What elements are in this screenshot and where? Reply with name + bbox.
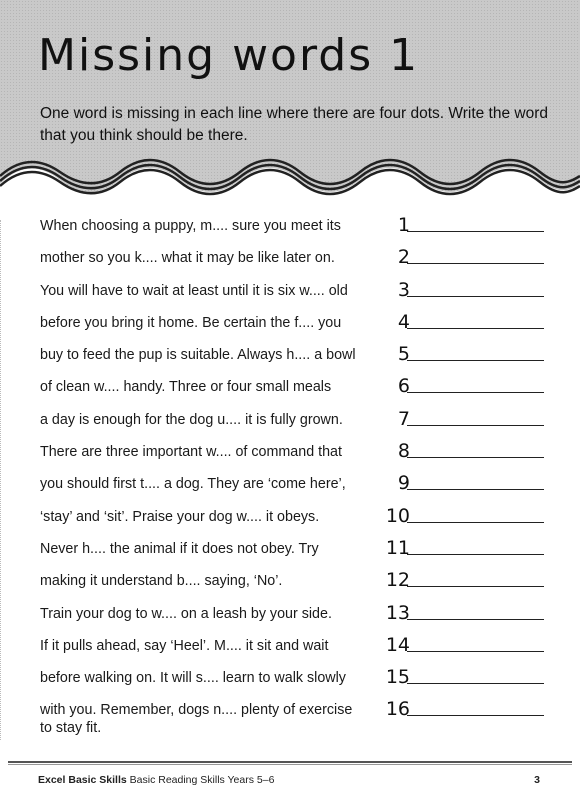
- line-text: [40, 411, 375, 429]
- line-sentence: making it understand b.... saying, ‘No’.: [40, 573, 283, 590]
- footer: [38, 774, 548, 786]
- line-text: [40, 249, 375, 267]
- line-number: 11: [385, 536, 410, 559]
- answer-blank[interactable]: [407, 425, 544, 426]
- line-sentence: mother so you k.... what it may be like later on.: [40, 250, 335, 267]
- answer-blank[interactable]: [407, 586, 544, 587]
- exercise-line: [40, 537, 560, 569]
- exercise-line: [40, 666, 560, 698]
- line-sentence: You will have to wait at least until it is six w.... old: [40, 282, 348, 299]
- exercise-line: [40, 214, 560, 246]
- footer-subtitle: Basic Reading Skills Years 5–6: [129, 774, 275, 786]
- footer-rule: [8, 761, 572, 765]
- line-number: 3: [397, 278, 410, 301]
- line-text: [40, 217, 375, 235]
- line-sentence: before walking on. It will s.... learn to walk slowly: [40, 670, 346, 687]
- line-text: [40, 443, 375, 461]
- line-number: 9: [397, 472, 410, 495]
- exercise-lines: [40, 214, 560, 737]
- line-sentence: of clean w.... handy. Three or four small meals: [40, 379, 332, 396]
- line-text: [40, 669, 375, 687]
- line-sentence: Train your dog to w.... on a leash by your side.: [40, 605, 332, 622]
- line-text: [40, 508, 375, 526]
- answer-blank[interactable]: [407, 263, 544, 264]
- line-number: 5: [397, 343, 410, 366]
- line-sentence: before you bring it home. Be certain the f.... you: [40, 314, 342, 331]
- line-number: 7: [397, 407, 410, 430]
- instructions: One word is missing in each line where there are four dots. Write the word that you think should be there.: [40, 105, 549, 144]
- line-text: [40, 346, 375, 364]
- answer-blank[interactable]: [407, 489, 544, 490]
- exercise-line: [40, 602, 560, 634]
- line-continuation: to stay fit.: [40, 720, 102, 737]
- answer-blank[interactable]: [407, 328, 544, 329]
- line-text: [40, 540, 375, 558]
- line-number: 10: [385, 504, 410, 527]
- line-sentence: When choosing a puppy, m.... sure you meet its: [40, 218, 341, 234]
- line-sentence: There are three important w.... of command that: [40, 444, 342, 461]
- line-number: 2: [397, 246, 410, 269]
- line-text: [40, 475, 375, 493]
- answer-blank[interactable]: [407, 360, 544, 361]
- line-number: 15: [385, 666, 410, 689]
- line-number: 13: [385, 601, 410, 624]
- line-sentence: you should first t.... a dog. They are ‘come here’,: [40, 476, 346, 493]
- exercise-line: [40, 408, 560, 440]
- wave-border: [0, 150, 580, 210]
- exercise-line: [40, 343, 560, 375]
- footer-brand: Excel Basic Skills: [38, 774, 127, 786]
- line-number: 14: [385, 633, 410, 656]
- line-number: 8: [397, 440, 410, 463]
- answer-blank[interactable]: [407, 392, 544, 393]
- answer-blank[interactable]: [407, 457, 544, 458]
- answer-blank[interactable]: [407, 683, 544, 684]
- exercise-line: [40, 634, 560, 666]
- answer-blank[interactable]: [407, 522, 544, 523]
- answer-blank[interactable]: [407, 651, 544, 652]
- exercise-line: [40, 472, 560, 504]
- line-sentence: Never h.... the animal if it does not obey. Try: [40, 540, 319, 557]
- page-number: 3: [534, 774, 540, 786]
- exercise-line: [40, 505, 560, 537]
- answer-blank[interactable]: [407, 715, 544, 716]
- line-text: [40, 378, 375, 396]
- answer-blank[interactable]: [407, 231, 544, 232]
- margin-rule: [0, 220, 10, 740]
- exercise-line: [40, 311, 560, 343]
- answer-blank[interactable]: [407, 554, 544, 555]
- line-sentence: If it pulls ahead, say ‘Heel’. M.... it sit and wait: [40, 637, 329, 654]
- answer-blank[interactable]: [407, 619, 544, 620]
- line-number: 6: [397, 375, 410, 398]
- line-text: [40, 314, 375, 332]
- answer-blank[interactable]: [407, 296, 544, 297]
- exercise-line: [40, 569, 560, 601]
- line-text: [40, 605, 375, 623]
- line-text: [40, 701, 375, 737]
- line-number: 1: [397, 214, 410, 236]
- line-number: 12: [385, 569, 410, 592]
- page-title: Missing words 1: [38, 30, 420, 81]
- line-text: [40, 282, 375, 300]
- line-sentence: with you. Remember, dogs n.... plenty of exercise: [40, 702, 353, 719]
- line-number: 4: [397, 310, 410, 333]
- exercise-line: [40, 375, 560, 407]
- line-number: 16: [385, 698, 410, 721]
- line-sentence: ‘stay’ and ‘sit’. Praise your dog w.... it obeys.: [40, 508, 320, 525]
- exercise-line: [40, 246, 560, 278]
- line-text: [40, 637, 375, 655]
- exercise-line: [40, 440, 560, 472]
- line-sentence: a day is enough for the dog u.... it is fully grown.: [40, 411, 343, 428]
- line-sentence: buy to feed the pup is suitable. Always h.... a bowl: [40, 347, 356, 364]
- exercise-line: [40, 279, 560, 311]
- line-text: [40, 572, 375, 590]
- exercise-line: [40, 698, 560, 737]
